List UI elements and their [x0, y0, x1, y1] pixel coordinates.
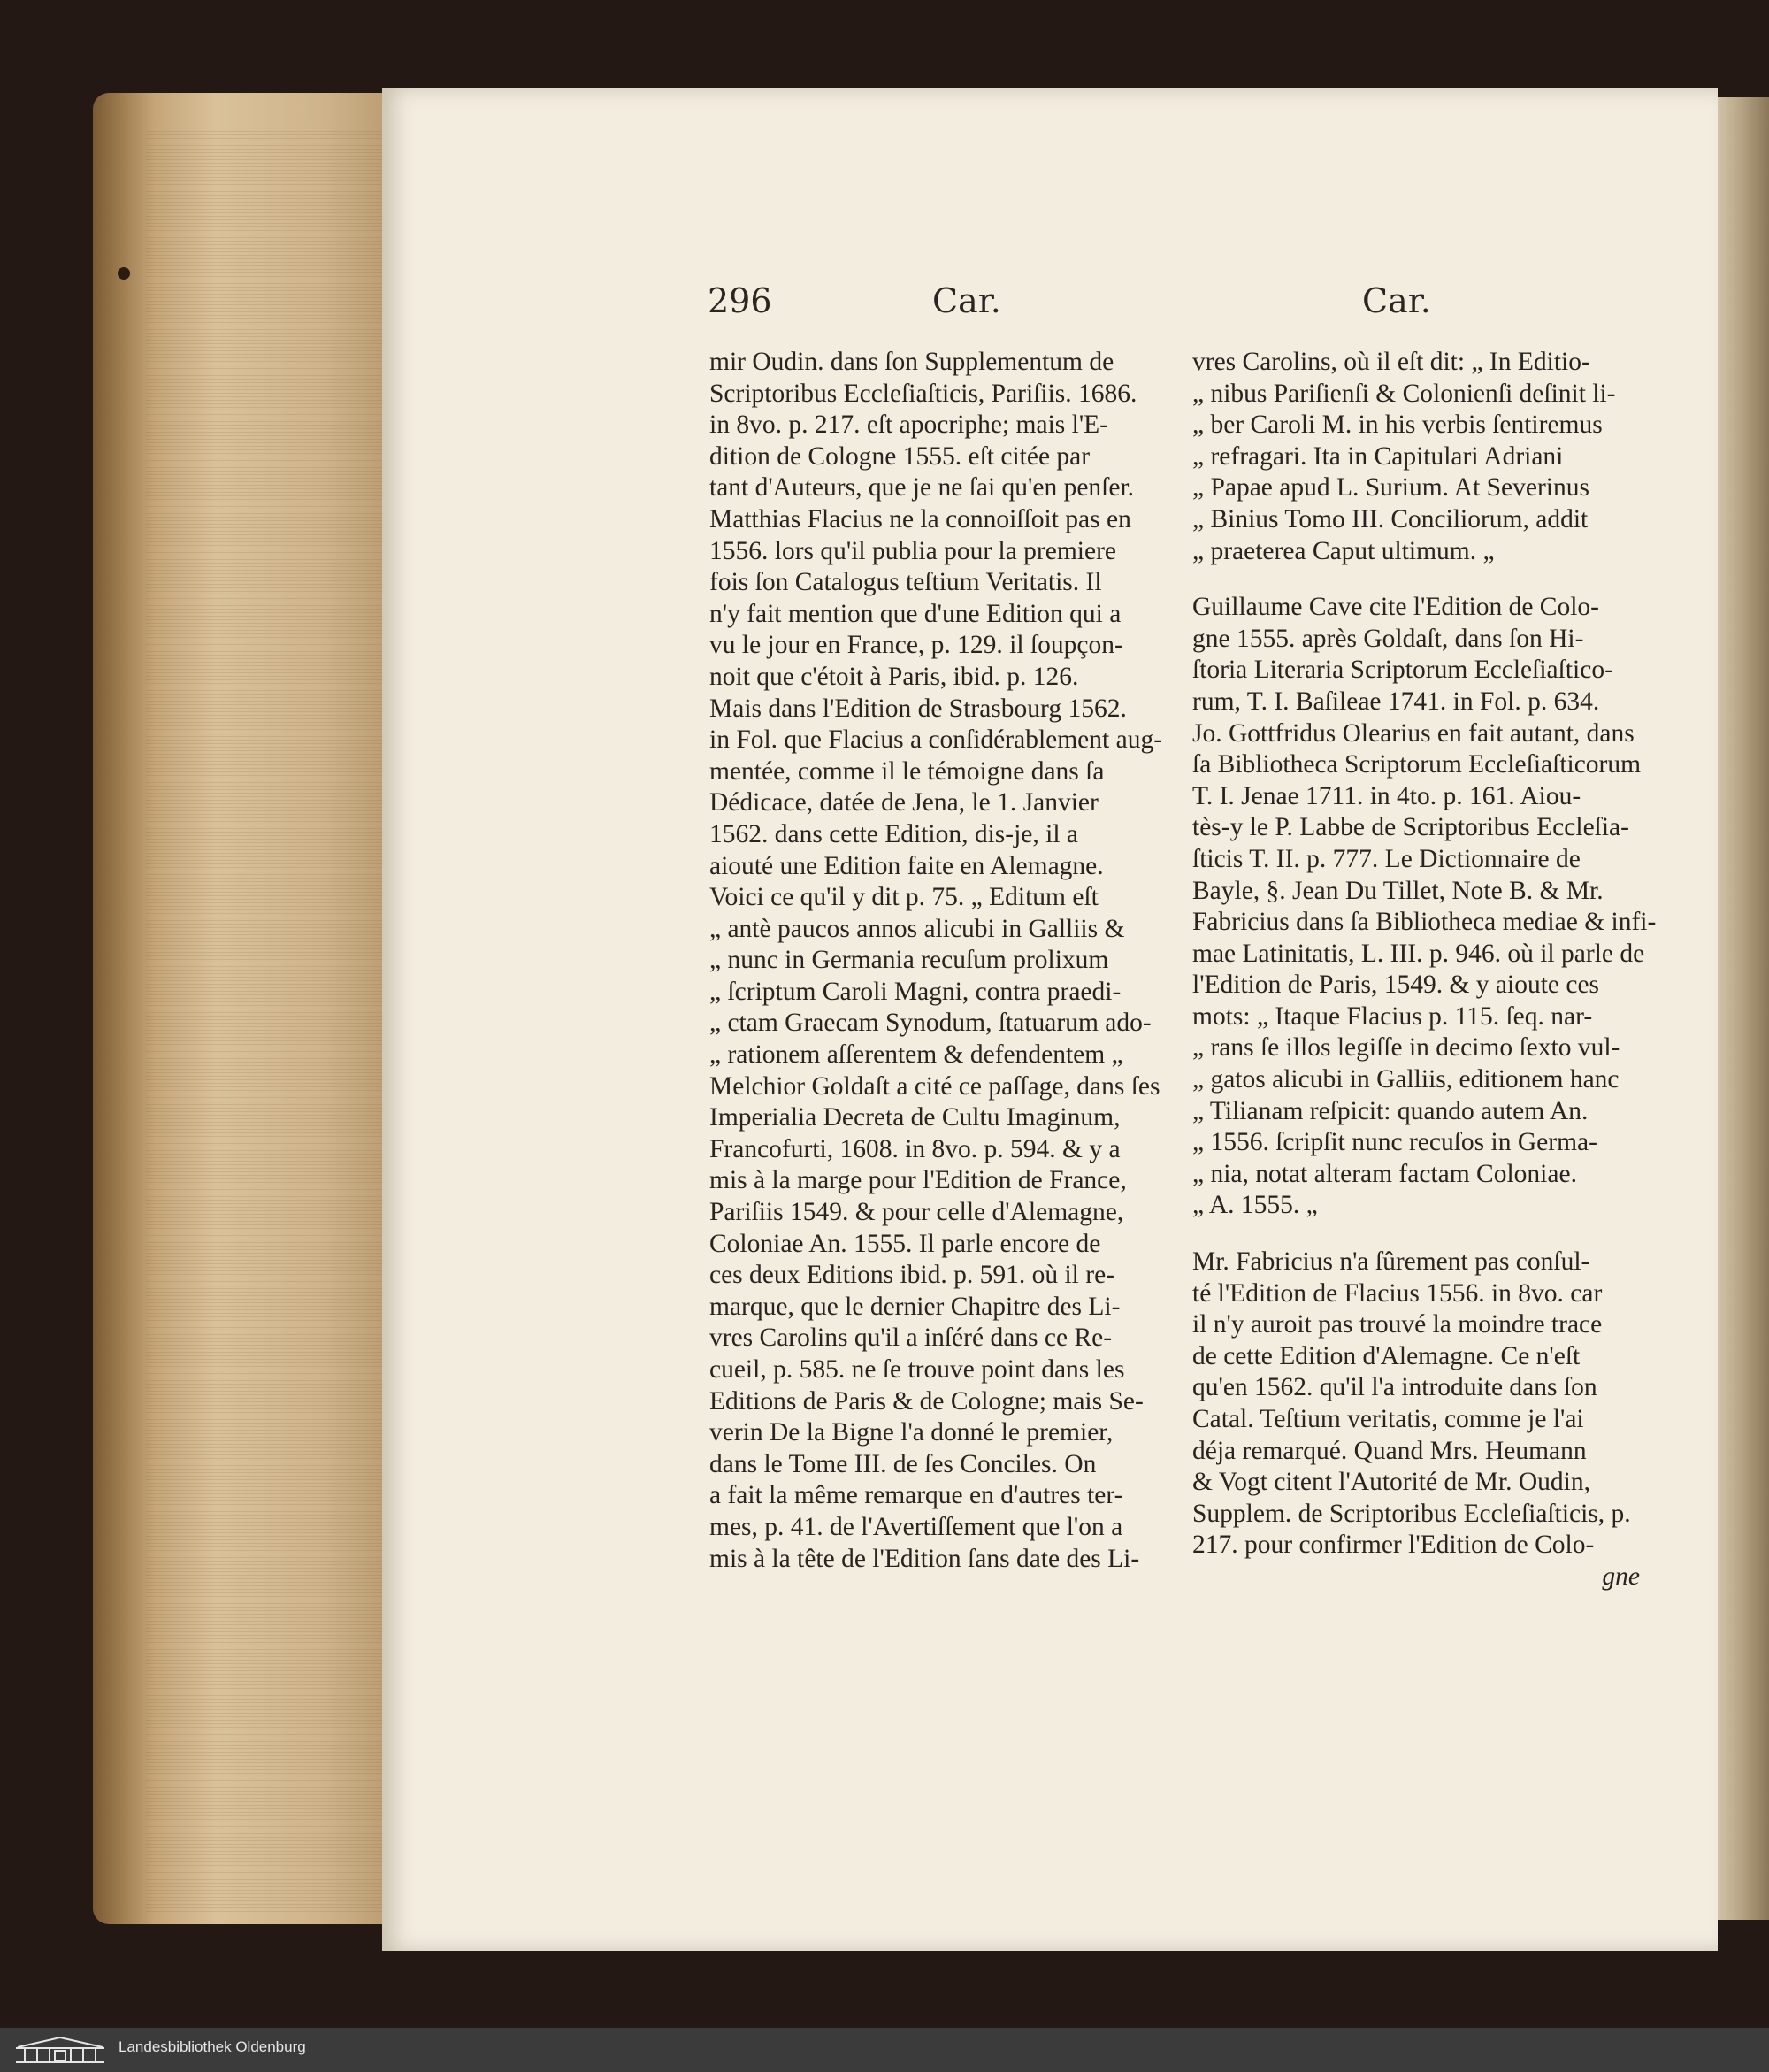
text-line: T. I. Jenae 1711. in 4to. p. 161. Aiou-: [1192, 781, 1581, 810]
text-line: a fait la même remarque en d'autres ter-: [709, 1481, 1123, 1510]
text-line: ſticis T. II. p. 777. Le Dictionnaire de: [1192, 844, 1581, 873]
text-line: Dédicace, datée de Jena, le 1. Janvier: [709, 788, 1099, 817]
text-line: l'Edition de Paris, 1549. & y aioute ces: [1192, 971, 1600, 1000]
text-line: in 8vo. p. 217. eſt apocriphe; mais l'E-: [709, 411, 1108, 440]
text-line: in Fol. que Flacius a conſidérablement aug-: [709, 725, 1163, 755]
book-page-edges: [93, 93, 398, 1924]
text-line: „ nunc in Germania recuſum prolixum: [709, 946, 1109, 975]
text-line: Pariſiis 1549. & pour celle d'Alemagne,: [709, 1198, 1124, 1227]
text-line: „ 1556. ſcripſit nunc recuſos in Germa-: [1192, 1128, 1597, 1157]
text-line: Matthias Flacius ne la connoiſſoit pas en: [709, 504, 1131, 533]
right-paragraph-2: [1192, 592, 1657, 1222]
text-line: noit que c'étoit à Paris, ibid. p. 126.: [709, 662, 1079, 691]
text-line: dition de Cologne 1555. eſt citée par: [709, 441, 1091, 471]
text-line: „ nibus Pariſienſi & Colonienſi deſinit li-: [1192, 379, 1616, 408]
text-line: fois ſon Catalogus teſtium Veritatis. Il: [709, 568, 1102, 597]
text-line: cueil, p. 585. ne ſe trouve point dans les: [709, 1355, 1125, 1384]
text-line: „ gatos alicubi in Galliis, editionem hanc: [1192, 1065, 1620, 1094]
text-line: mis à la marge pour l'Edition de France,: [709, 1166, 1127, 1195]
right-paragraph-1: [1192, 347, 1643, 567]
text-line: „ A. 1555. „: [1192, 1191, 1318, 1220]
text-line: 1556. lors qu'il publia pour la premiere: [709, 536, 1117, 565]
text-line: Fabricius dans ſa Bibliotheca mediae & infi-: [1192, 908, 1657, 937]
text-line: ſtoria Literaria Scriptorum Eccleſiaſtico-: [1192, 656, 1613, 685]
facing-page-edge: [1712, 97, 1769, 1920]
text-line: „ refragari. Ita in Capitulari Adriani: [1192, 441, 1564, 471]
right-paragraph-3: [1192, 1247, 1643, 1562]
text-line: Voici ce qu'il y dit p. 75. „ Editum eſt: [709, 883, 1099, 912]
text-line: „ rans ſe illos legiſſe in decimo ſexto vul-: [1192, 1033, 1620, 1063]
page-number: 296: [708, 281, 772, 320]
text-line: déja remarqué. Quand Mrs. Heumann: [1192, 1436, 1587, 1465]
text-line: rum, T. I. Baſileae 1741. in Fol. p. 634.: [1192, 687, 1600, 716]
right-text-column: [1192, 347, 1657, 1593]
left-running-head: Car.: [932, 281, 1001, 320]
text-line: „ antè paucos annos alicubi in Galliis &: [709, 914, 1125, 943]
text-line: n'y fait mention que d'une Edition qui a: [709, 599, 1122, 628]
binding-mark: [118, 267, 130, 280]
text-line: Jo. Gottfridus Olearius en fait autant, dans: [1192, 718, 1635, 748]
text-line: mir Oudin. dans ſon Supplementum de: [709, 348, 1114, 376]
text-line: „ Binius Tomo III. Conciliorum, addit: [1192, 504, 1589, 533]
text-line: verin De la Bigne l'a donné le premier,: [709, 1418, 1114, 1447]
text-line: Supplem. de Scriptoribus Eccleſiaſticis, p.: [1192, 1499, 1631, 1528]
library-name: Landesbibliothek Oldenburg: [119, 2038, 306, 2055]
text-line: mentée, comme il le témoigne dans ſa: [709, 756, 1105, 786]
library-building-icon: [12, 2035, 108, 2065]
text-line: „ praeterea Caput ultimum. „: [1192, 536, 1495, 565]
text-line: vu le jour en France, p. 129. il ſoupçon-: [709, 631, 1123, 660]
text-line: mots: „ Itaque Flacius p. 115. ſeq. nar-: [1192, 1001, 1593, 1031]
left-text-column: [709, 347, 1174, 1575]
text-line: „ rationem aſſerentem & defendentem „: [709, 1040, 1123, 1070]
text-line: marque, que le dernier Chapitre des Li-: [709, 1292, 1121, 1321]
text-line: „ Tilianam reſpicit: quando autem An.: [1192, 1096, 1589, 1125]
text-line: gne 1555. après Goldaſt, dans ſon Hi-: [1192, 624, 1584, 653]
text-line: il n'y auroit pas trouvé la moindre trace: [1192, 1310, 1603, 1339]
text-line: 1562. dans cette Edition, dis-je, il a: [709, 819, 1079, 848]
text-line: Mais dans l'Edition de Strasbourg 1562.: [709, 694, 1127, 723]
text-line: mes, p. 41. de l'Avertiſſement que l'on a: [709, 1512, 1123, 1541]
text-line: dans le Tome III. de ſes Conciles. On: [709, 1449, 1097, 1478]
text-line: Editions de Paris & de Cologne; mais Se-: [709, 1386, 1144, 1416]
text-line: „ nia, notat alteram factam Coloniae.: [1192, 1159, 1577, 1188]
text-line: qu'en 1562. qu'il l'a introduite dans ſon: [1192, 1373, 1597, 1402]
text-line: té l'Edition de Flacius 1556. in 8vo. car: [1192, 1278, 1603, 1308]
text-line: de cette Edition d'Alemagne. Ce n'eſt: [1192, 1341, 1581, 1370]
text-line: Scriptoribus Eccleſiaſticis, Pariſiis. 1686.: [709, 379, 1137, 408]
text-line: Catal. Teſtium veritatis, comme je l'ai: [1192, 1405, 1584, 1433]
text-line: Coloniae An. 1555. Il parle encore de: [709, 1229, 1101, 1258]
text-line: Bayle, §. Jean Du Tillet, Note B. & Mr.: [1192, 876, 1604, 905]
text-line: „ ctam Graecam Synodum, ſtatuarum ado-: [709, 1009, 1152, 1038]
text-line: ſa Bibliotheca Scriptorum Eccleſiaſticorum: [1192, 750, 1642, 779]
text-line: tès-y le P. Labbe de Scriptoribus Eccleſia-: [1192, 813, 1629, 842]
text-line: Guillaume Cave cite l'Edition de Colo-: [1192, 593, 1600, 622]
text-line: Mr. Fabricius n'a ſûrement pas conſul-: [1192, 1247, 1590, 1277]
text-line: „ ber Caroli M. in his verbis ſentiremus: [1192, 411, 1603, 440]
catchword: gne: [1602, 1562, 1640, 1591]
text-line: Imperialia Decreta de Cultu Imaginum,: [709, 1103, 1121, 1132]
text-line: „ ſcriptum Caroli Magni, contra praedi-: [709, 977, 1122, 1006]
text-line: mae Latinitatis, L. III. p. 946. où il parle de: [1192, 939, 1645, 968]
text-line: aiouté une Edition faite en Alemagne.: [709, 851, 1104, 880]
text-line: tant d'Auteurs, que je ne ſai qu'en penſer.: [709, 473, 1135, 503]
text-line: & Vogt citent l'Autorité de Mr. Oudin,: [1192, 1468, 1590, 1497]
right-running-head: Car.: [1362, 281, 1431, 320]
text-line: vres Carolins, où il eſt dit: „ In Editio-: [1192, 348, 1590, 376]
text-line: Francofurti, 1608. in 8vo. p. 594. & y a: [709, 1134, 1121, 1163]
text-line: „ Papae apud L. Surium. At Severinus: [1192, 473, 1589, 503]
footer-bar: [0, 2028, 1769, 2072]
text-line: Melchior Goldaſt a cité ce paſſage, dans ſes: [709, 1071, 1160, 1101]
text-line: ces deux Editions ibid. p. 591. où il re-: [709, 1261, 1114, 1290]
text-line: mis à la tête de l'Edition ſans date des Li-: [709, 1544, 1140, 1573]
text-line: 217. pour confirmer l'Edition de Colo-: [1192, 1531, 1595, 1560]
text-line: vres Carolins qu'il a inſéré dans ce Re-: [709, 1324, 1113, 1353]
